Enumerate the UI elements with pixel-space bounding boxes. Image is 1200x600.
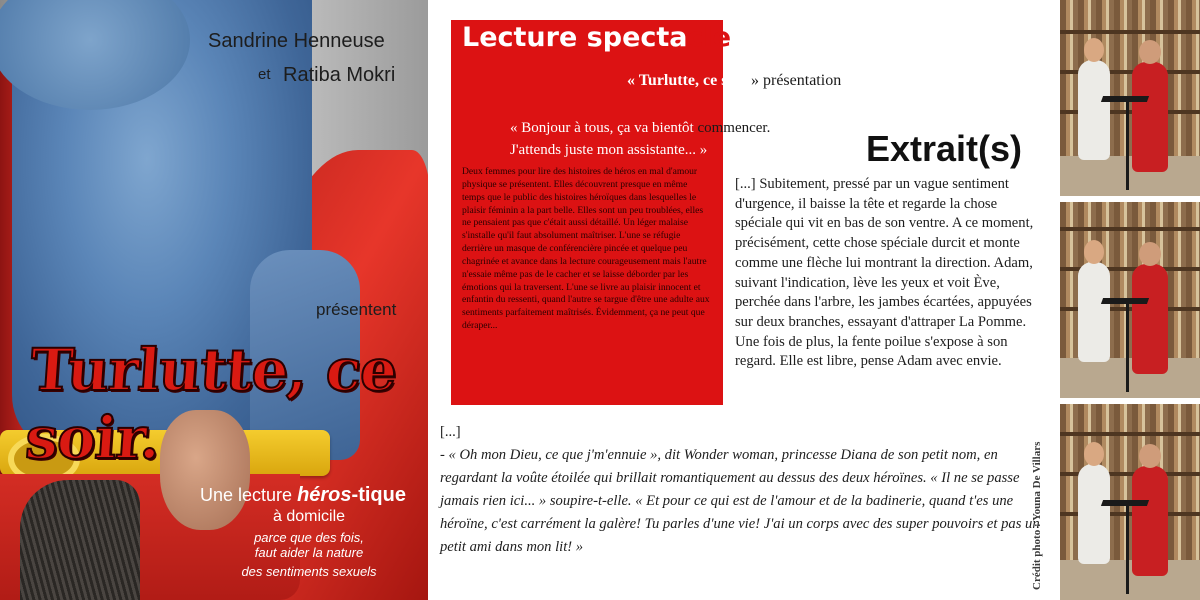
synopsis-text: Deux femmes pour lire des histoires de héros en mal d'amour physique se présentent. Elles découvrent presque en même temps que le public des histoires héroïques dans lesquelles le plaisir féminin a la part belle. Elles sont un peu troublées, elles ne pensaient pas que c'était aussi détaillé. Un léger malaise s'installe qu'il faut absolument maîtriser. L'une se réfugie derrière un masque de conférencière pincée et quelque peu chagrinée et avance dans la lecture courageusement mais l'autre n'essaie même pas de le cacher et se laisse déborder par les émotions qui la traversent. L'une se livre au plaisir innocent et enfantin du ressenti, quand l'autre se targue d'être une adulte aux sentiments parfaitement maîtrisés. Évidemment, ça ne peut que déraper...: [462, 166, 710, 332]
performance-photo: [1060, 404, 1200, 600]
hair-tuft: [20, 480, 140, 600]
greeting-1-black: commencer.: [697, 120, 771, 136]
heading-white-part: Lecture specta: [462, 22, 688, 53]
tagline: [200, 484, 406, 507]
author-conjunction: et: [258, 66, 271, 83]
section-heading: [462, 22, 731, 53]
author-name-1: Sandrine Henneuse: [208, 30, 385, 52]
tagline-suffix: -tique: [351, 484, 406, 506]
photo-strip: [1060, 0, 1200, 600]
tagline-prefix: Une lecture: [200, 485, 298, 505]
extract-title: Extrait(s): [866, 128, 1023, 169]
performance-photo: [1060, 202, 1200, 398]
tagline-reason-b: faut aider la nature: [254, 545, 364, 560]
quote-body: - « Oh mon Dieu, ce que j'm'ennuie », dit Wonder woman, princesse Diana de son petit nom, en regardant la voûte étoilée qui brillait romantiquement au dessus des deux héroïnes. « Il ne se passe jamais rien ici... » soupire-t-elle. « Et pour ce qui est de l'amour et de la badinerie, quand t'es une héroïne, c'est carrément la galère! Tu parles d'une vie! J'ai un corps avec des super pouvoirs et pas un petit ami dans mon lit! »: [440, 447, 1040, 555]
presentation-suffix: » présentation: [747, 72, 842, 89]
poster-image: [0, 0, 428, 600]
presentation-title: « Turlutte, ce soir: [627, 72, 747, 89]
tagline-home: à domicile: [272, 508, 346, 525]
author-name-2: Ratiba Mokri: [283, 64, 396, 86]
photo-credit: Crédit photo : Youna De Villars: [1031, 441, 1043, 590]
extract-text: [...] Subitement, pressé par un vague sentiment d'urgence, il baisse la tête et regarde la chose spéciale qui vit en bas de son ventre. A ce moment, précisément, cette chose spéciale durcit et monte comme une flèche lui montrant la direction. Adam, suivant l'indication, lève les yeux et voit Ève, perchée dans l'arbre, les jambes écartées, appuyées sur deux branches, essayant d'attraper La Pomme. Une fois de plus, la fente poilue s'expose à son regard. Elle est libre, pense Adam avec envie.: [735, 176, 1034, 370]
tagline-end: des sentiments sexuels: [241, 564, 377, 579]
greeting-line-2: J'attends juste mon assistante... »: [510, 142, 708, 158]
presentation-line: [627, 72, 841, 90]
greeting-line-1: [510, 120, 770, 137]
quote-block: [440, 421, 1055, 559]
tagline-bold: héros: [297, 484, 352, 506]
show-title: Turlutte, ce soir.: [23, 336, 399, 472]
heading-red-part: cle: [687, 22, 732, 53]
quote-ellipsis: [...]: [440, 424, 461, 440]
performance-photo: [1060, 0, 1200, 196]
tagline-reason-a: parce que des fois,: [254, 530, 364, 545]
presents-label: présentent: [316, 300, 397, 319]
tagline-reason: [200, 530, 418, 560]
greeting-1-white: « Bonjour à tous, ça va bientôt: [510, 120, 698, 136]
